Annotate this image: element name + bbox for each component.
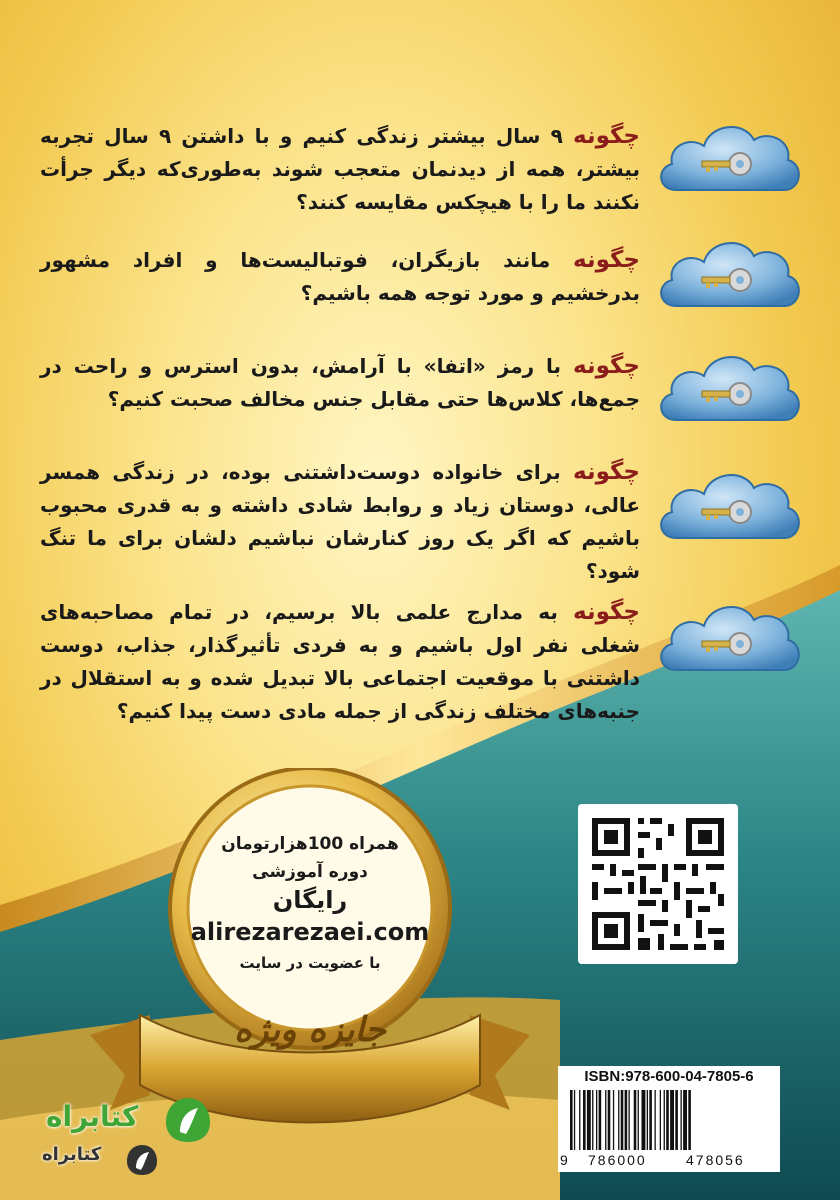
barcode-bar (583, 1090, 586, 1150)
seal-website[interactable]: alirezarezaei.com (190, 918, 430, 946)
question-keyword: چگونه (573, 599, 640, 625)
barcode-bar (613, 1090, 614, 1150)
barcode-bar (642, 1090, 646, 1150)
isbn-barcode (558, 1066, 780, 1172)
barcode-bar (647, 1090, 648, 1150)
question-text: برای خانواده دوست‌داشتنی بوده، در زندگی همسر عالی، دوستان زیاد و روابط شادی داشته و به قدری محبوب باشیم که اگر یک روز کنارشان نباشیم دلشان برای ما تنگ شود؟ (40, 460, 640, 583)
ribbon-text: جایزه ویژه (234, 1010, 386, 1050)
seal-line-free: رایگان (272, 886, 348, 914)
question-item-1 (40, 120, 640, 219)
barcode-digits-end: 478056 (686, 1152, 745, 1168)
cloud-key-icon (654, 592, 804, 684)
question-keyword: چگونه (573, 247, 640, 273)
question-text: به مدارج علمی بالا برسیم، در تمام مصاحبه‌های شغلی نفر اول باشیم و به فردی تأثیرگذار، جذاب، دوست داشتنی با موقعیت اجتماعی بالا تبدیل شده و به استقلال در جنبه‌های مختلف زندگی از جمله مادی دست پیدا کنیم؟ (40, 600, 640, 723)
barcode-bar (681, 1090, 682, 1150)
question-keyword: چگونه (573, 459, 640, 485)
barcode-bar (605, 1090, 606, 1150)
barcode-bar (596, 1090, 597, 1150)
barcode-bars (570, 1090, 770, 1150)
question-item-4 (40, 456, 640, 588)
small-logo-icon (124, 1142, 160, 1178)
cloud-key-icon (654, 342, 804, 434)
question-item-5 (40, 596, 640, 728)
barcode-bar (599, 1090, 602, 1150)
barcode-bar (666, 1090, 669, 1150)
barcode-bar (655, 1090, 656, 1150)
barcode-bar (664, 1090, 665, 1150)
barcode-bar (660, 1090, 661, 1150)
question-keyword: چگونه (573, 353, 640, 379)
logo-name: کتابراه (46, 1100, 139, 1133)
question-text: ۹ سال بیشتر زندگی کنیم و با داشتن ۹ سال تجربه بیشتر، همه از دیدنمان متعجب شوند به‌طوری‌که دیگر جرأت نکنند ما را با هیچکس مقایسه کنند؟ (40, 124, 640, 214)
barcode-bar (638, 1090, 639, 1150)
barcode-bar (618, 1090, 619, 1150)
barcode-bar (649, 1090, 652, 1150)
leaf-logo-icon (162, 1094, 214, 1146)
barcode-bar (625, 1090, 628, 1150)
cloud-key-icon (654, 112, 804, 204)
qr-code[interactable] (578, 804, 738, 964)
barcode-bar (592, 1090, 593, 1150)
barcode-digit-first: 9 (560, 1152, 568, 1168)
barcode-bar (570, 1090, 573, 1150)
question-text: با رمز «اتفا» با آرامش، بدون استرس و راحت در جمع‌ها، کلاس‌ها حتی مقابل جنس مخالف صحبت کنیم؟ (40, 354, 640, 411)
barcode-bar (688, 1090, 691, 1150)
seal-text (150, 800, 470, 972)
logo-name-small: کتابراه (42, 1144, 102, 1165)
barcode-bar (683, 1090, 687, 1150)
question-item-3 (40, 350, 640, 416)
seal-line-course: دوره آموزشی (252, 862, 368, 882)
seal-line-membership: با عضویت در سایت (239, 954, 381, 972)
seal-line-prize: همراه 100هزارتومان (221, 834, 399, 854)
question-text: مانند بازیگران، فوتبالیست‌ها و افراد مشهور بدرخشیم و مورد توجه همه باشیم؟ (40, 248, 640, 305)
barcode-bar (670, 1090, 674, 1150)
cloud-key-icon (654, 460, 804, 552)
ketabrah-logo (36, 1092, 216, 1182)
barcode-bar (675, 1090, 678, 1150)
barcode-bar (621, 1090, 624, 1150)
question-item-2 (40, 244, 640, 310)
barcode-bar (634, 1090, 637, 1150)
barcode-digits-mid: 786000 (588, 1152, 647, 1168)
isbn-number: ISBN:978-600-04-7805-6 (584, 1068, 754, 1085)
barcode-bar (608, 1090, 611, 1150)
barcode-bar (574, 1090, 575, 1150)
barcode-bar (579, 1090, 580, 1150)
barcode-bar (587, 1090, 591, 1150)
barcode-bar (629, 1090, 630, 1150)
cloud-key-icon (654, 228, 804, 320)
question-keyword: چگونه (573, 123, 640, 149)
